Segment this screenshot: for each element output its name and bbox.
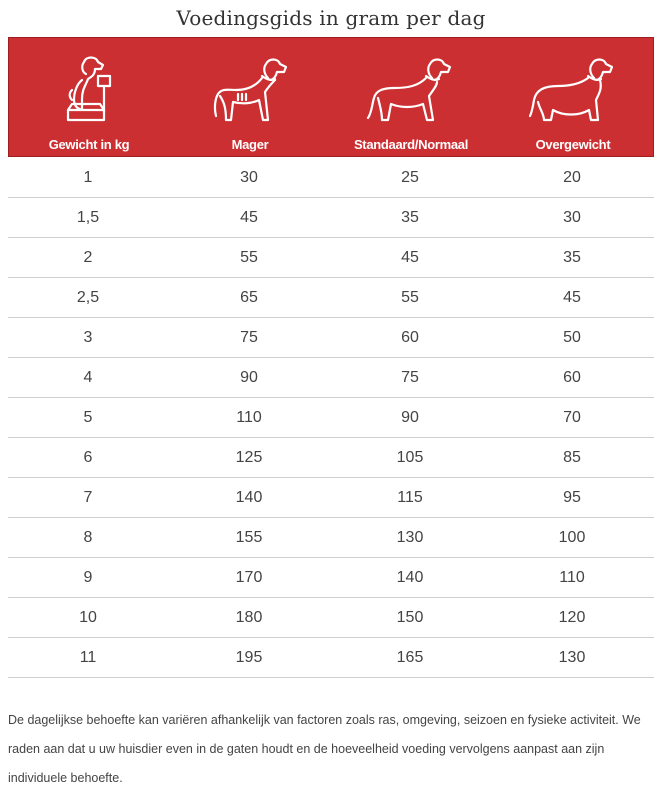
cell-normaal: 105: [396, 449, 424, 466]
cell-overgewicht: 20: [563, 169, 581, 186]
cell-weight: 8: [83, 529, 93, 546]
cell-normaal: 165: [396, 649, 424, 666]
cell-overgewicht: 120: [558, 609, 586, 626]
cell-mager: 30: [240, 169, 258, 186]
cell-normaal: 45: [401, 249, 419, 266]
cell-overgewicht: 30: [563, 209, 581, 226]
table-row: [8, 518, 654, 558]
table-row: [8, 358, 654, 398]
cell-weight: 6: [83, 449, 93, 466]
cell-mager: 170: [235, 569, 263, 586]
table-row: [8, 638, 654, 678]
cell-weight: 4: [83, 369, 93, 386]
dog-on-scale-icon: [54, 52, 124, 132]
cell-overgewicht: 85: [563, 449, 581, 466]
cell-weight: 7: [83, 489, 93, 506]
cell-weight: 2,5: [76, 289, 100, 306]
cell-normaal: 150: [396, 609, 424, 626]
cell-normaal: 55: [401, 289, 419, 306]
cell-normaal: 140: [396, 569, 424, 586]
cell-normaal: 60: [401, 329, 419, 346]
cell-overgewicht: 100: [558, 529, 586, 546]
normal-dog-icon: [364, 52, 458, 132]
table-row: [8, 198, 654, 238]
header-label-overgewicht: Overgewicht: [535, 137, 611, 152]
feeding-note: De dagelijkse behoefte kan variëren afhankelijk van factoren zoals ras, omgeving, seizoen en fysieke activiteit. We raden aan dat u uw huisdier even in de gaten houdt en de hoeveelheid voeding vervolgens aanpast aan zijn individuele behoefte.: [8, 713, 641, 785]
cell-overgewicht: 50: [563, 329, 581, 346]
header-label-mager: Mager: [231, 137, 269, 152]
cell-mager: 155: [235, 529, 263, 546]
cell-mager: 180: [235, 609, 263, 626]
table-row: [8, 278, 654, 318]
cell-weight: 3: [83, 329, 93, 346]
header-col-overgewicht: [491, 38, 655, 158]
cell-weight: 2: [83, 249, 93, 266]
cell-weight: 9: [83, 569, 93, 586]
cell-mager: 45: [240, 209, 258, 226]
overweight-dog-icon: [526, 52, 620, 132]
table-row: [8, 158, 654, 198]
cell-weight: 11: [79, 649, 97, 666]
cell-overgewicht: 45: [563, 289, 581, 306]
table-row: [8, 598, 654, 638]
feeding-table-body: [8, 158, 654, 678]
header-label-normaal: Standaard/Normaal: [353, 137, 469, 152]
cell-overgewicht: 95: [563, 489, 581, 506]
cell-normaal: 130: [396, 529, 424, 546]
cell-mager: 125: [235, 449, 263, 466]
cell-mager: 110: [236, 409, 262, 426]
cell-weight: 1: [83, 169, 93, 186]
cell-overgewicht: 130: [558, 649, 586, 666]
header-col-mager: [169, 38, 331, 158]
cell-normaal: 25: [401, 169, 419, 186]
cell-overgewicht: 70: [563, 409, 581, 426]
table-row: [8, 438, 654, 478]
cell-mager: 140: [235, 489, 263, 506]
cell-normaal: 115: [397, 489, 423, 506]
table-row: [8, 558, 654, 598]
cell-weight: 5: [83, 409, 93, 426]
cell-overgewicht: 60: [563, 369, 581, 386]
header-label-weight: Gewicht in kg: [48, 137, 130, 152]
cell-weight: 10: [79, 609, 97, 626]
cell-mager: 55: [240, 249, 258, 266]
page-title: Voedingsgids in gram per dag: [176, 6, 486, 30]
cell-mager: 75: [240, 329, 258, 346]
header-col-weight: [9, 38, 169, 158]
thin-dog-icon: [208, 52, 292, 132]
cell-overgewicht: 110: [559, 569, 585, 586]
cell-mager: 195: [235, 649, 263, 666]
cell-overgewicht: 35: [563, 249, 581, 266]
header-col-normaal: [331, 38, 491, 158]
table-row: [8, 478, 654, 518]
table-row: [8, 398, 654, 438]
table-row: [8, 318, 654, 358]
cell-normaal: 90: [401, 409, 419, 426]
cell-mager: 65: [240, 289, 258, 306]
table-header: [8, 37, 654, 157]
cell-weight: 1,5: [76, 209, 100, 226]
cell-mager: 90: [240, 369, 258, 386]
cell-normaal: 35: [401, 209, 419, 226]
table-row: [8, 238, 654, 278]
cell-normaal: 75: [401, 369, 419, 386]
